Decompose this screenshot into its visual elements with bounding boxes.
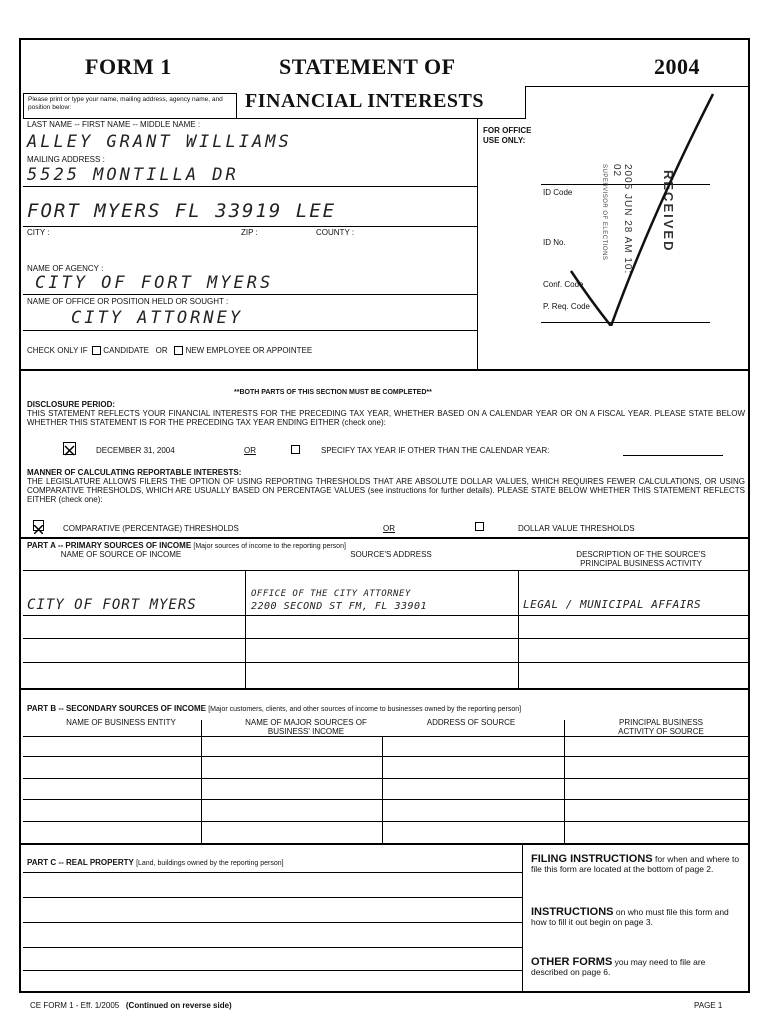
mailing-value[interactable]: 5525 MONTILLA DR — [27, 165, 239, 185]
stamp-date: 2005 JUN 28 AM 10: 02 — [611, 164, 633, 275]
part-b-col-activity: PRINCIPAL BUSINESS ACTIVITY OF SOURCE — [618, 718, 704, 736]
how-to-instructions: INSTRUCTIONS on who must file this form and how to fill it out begin on page 3. — [531, 906, 729, 927]
name-label: LAST NAME -- FIRST NAME -- MIDDLE NAME : — [27, 120, 201, 129]
part-a-col-address: SOURCE'S ADDRESS — [350, 550, 432, 559]
office-use-label-1: FOR OFFICE — [483, 126, 532, 135]
conf-code-label: Conf. Code — [543, 280, 584, 289]
print-instruction: Please print or type your name, mailing address, agency name, and position below: — [23, 93, 237, 119]
office-label: NAME OF OFFICE OR POSITION HELD OR SOUGHT : — [27, 297, 229, 306]
part-b-heading-row: PART B -- SECONDARY SOURCES OF INCOME [Major customers, clients, and other sources of income to businesses owned by the reporting person] — [27, 704, 522, 713]
part-b-col-address: ADDRESS OF SOURCE — [426, 718, 516, 727]
zip-label: ZIP : — [241, 228, 258, 237]
part-b-col-sources: NAME OF MAJOR SOURCES OF BUSINESS' INCOME — [245, 718, 367, 736]
id-no-label: ID No. — [543, 238, 566, 247]
stamp-office: SUPERVISOR OF ELECTIONS — [601, 164, 607, 261]
page-number: PAGE 1 — [694, 1001, 723, 1010]
title-line-1: STATEMENT OF — [279, 54, 456, 79]
manner-heading: MANNER OF CALCULATING REPORTABLE INTERESTS: — [27, 468, 242, 477]
dec-31-checkbox[interactable] — [63, 442, 76, 455]
part-a-heading-row: PART A -- PRIMARY SOURCES OF INCOME [Major sources of income to the reporting person] — [27, 541, 346, 550]
dollar-label: DOLLAR VALUE THRESHOLDS — [518, 524, 635, 533]
form-name: FORM 1 — [85, 54, 172, 79]
comparative-checkbox[interactable] — [33, 520, 44, 531]
or-label-2: OR — [383, 524, 395, 533]
filing-instructions: FILING INSTRUCTIONS for when and where to file this form are located at the bottom of page 2. — [531, 853, 740, 874]
p-req-code-label: P. Req. Code — [543, 302, 590, 311]
part-b-col-entity: NAME OF BUSINESS ENTITY — [66, 718, 176, 727]
part-a-col-name: NAME OF SOURCE OF INCOME — [60, 550, 182, 559]
continued-note: (Continued on reverse side) — [125, 1001, 232, 1010]
or-label-1: OR — [244, 446, 256, 455]
part-a-activity[interactable]: LEGAL / MUNICIPAL AFFAIRS — [523, 598, 702, 611]
id-code-label: ID Code — [543, 188, 573, 197]
dollar-checkbox[interactable] — [475, 522, 484, 531]
agency-value[interactable]: CITY OF FORT MYERS — [35, 273, 274, 293]
manner-text: THE LEGISLATURE ALLOWS FILERS THE OPTION OF USING REPORTING THRESHOLDS THAT ARE ABSOLUTE DOLLAR VALUES, WHICH REQUIRES FEWER CALCULATIONS, OR USING COMPARATIVE THRESHOLDS, WHICH ARE USUALLY BASED ON PERCENTAGE VALUES (see instructions for further details). PLEASE STATE BELOW WHETHER THIS STATEMENT REFLECTS EITHER (check one): — [27, 477, 745, 504]
must-complete-note: **BOTH PARTS OF THIS SECTION MUST BE COMPLETED** — [234, 389, 432, 396]
part-a-address-2[interactable]: 2200 SECOND ST FM, FL 33901 — [251, 601, 428, 612]
part-c-heading-row: PART C -- REAL PROPERTY [Land, buildings owned by the reporting person] — [27, 858, 284, 867]
dec-31-label: DECEMBER 31, 2004 — [96, 446, 175, 455]
other-forms-note: OTHER FORMS you may need to file are described on page 6. — [531, 956, 706, 977]
office-use-label-2: USE ONLY: — [483, 136, 526, 145]
new-employee-checkbox[interactable] — [174, 346, 183, 355]
part-a-source-name[interactable]: CITY OF FORT MYERS — [27, 597, 197, 613]
part-a-col-activity: DESCRIPTION OF THE SOURCE'S PRINCIPAL BUSINESS ACTIVITY — [576, 550, 706, 568]
period-text: THIS STATEMENT REFLECTS YOUR FINANCIAL INTERESTS FOR THE PRECEDING TAX YEAR, WHETHER BASED ON A CALENDAR YEAR OR ON A FISCAL YEAR. PLEASE STATE BELOW WHETHER THIS STATEMENT IS FOR THE PRECEDING TAX YEAR ENDING EITHER (check one): — [27, 409, 745, 427]
form-year: 2004 — [654, 54, 700, 79]
mailing-label: MAILING ADDRESS : — [27, 155, 105, 164]
candidate-checkbox[interactable] — [92, 346, 101, 355]
period-heading: DISCLOSURE PERIOD: — [27, 400, 116, 409]
city-line-value[interactable]: FORT MYERS FL 33919 LEE — [27, 200, 337, 222]
footer-left — [30, 1001, 232, 1010]
name-value[interactable]: ALLEY GRANT WILLIAMS — [27, 132, 292, 152]
agency-label: NAME OF AGENCY : — [27, 264, 104, 273]
form-id: CE FORM 1 - Eff. 1/2005 — [30, 1001, 120, 1010]
specify-year-label: SPECIFY TAX YEAR IF OTHER THAN THE CALENDAR YEAR: — [321, 446, 550, 455]
part-a-address-1[interactable]: OFFICE OF THE CITY ATTORNEY — [251, 589, 411, 599]
received-stamp: RECEIVED — [661, 170, 676, 253]
form-page — [19, 38, 750, 993]
county-label: COUNTY : — [316, 228, 355, 237]
check-only-row: CHECK ONLY IF CANDIDATE OR NEW EMPLOYEE OR APPOINTEE — [27, 346, 313, 355]
title-line-2: FINANCIAL INTERESTS — [245, 90, 485, 112]
checkmark-stroke — [561, 86, 721, 326]
comparative-label: COMPARATIVE (PERCENTAGE) THRESHOLDS — [63, 524, 239, 533]
city-label: CITY : — [27, 228, 50, 237]
office-value[interactable]: CITY ATTORNEY — [71, 308, 244, 328]
specify-year-checkbox[interactable] — [291, 445, 300, 454]
